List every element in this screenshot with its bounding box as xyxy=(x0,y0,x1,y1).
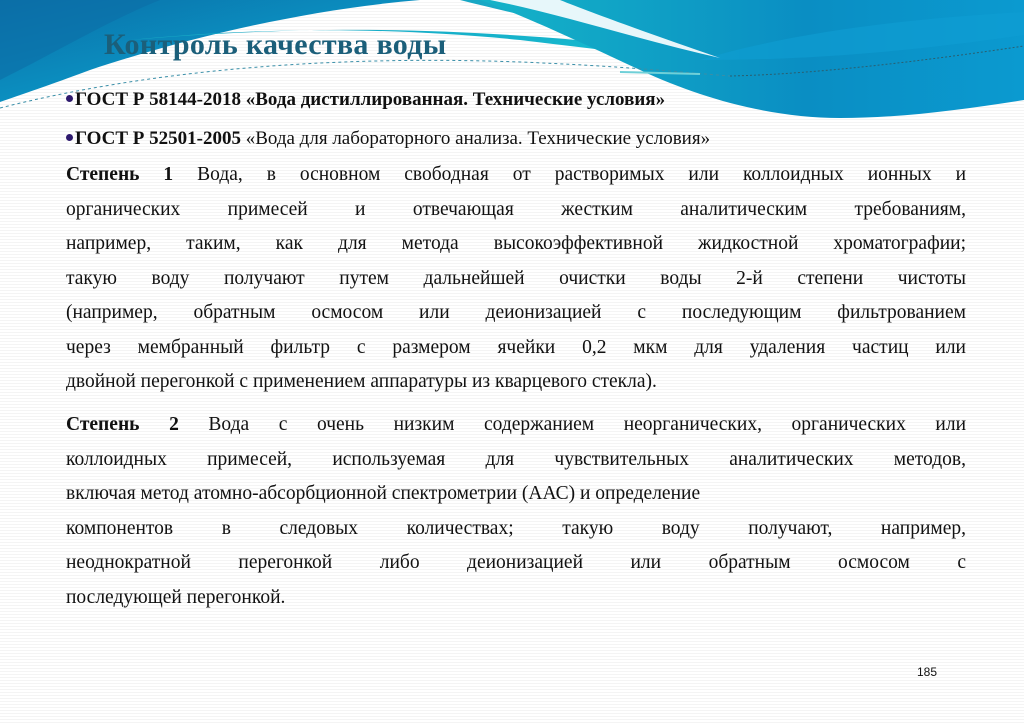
bullet-dot-icon xyxy=(66,134,73,141)
gost-title: «Вода для лабораторного анализа. Технические условия» xyxy=(240,128,711,149)
paragraph-line: включая метод атомно-абсорбционной спектрометрии (ААС) и определение xyxy=(66,483,701,504)
paragraph-line: например, таким, как для метода высокоэффективной жидкостной хроматографии; xyxy=(66,233,966,254)
paragraph-line: компонентов в следовых количествах; такую воду получают, например, xyxy=(66,517,966,539)
paragraph-line: коллоидных примесей, используемая для чувствительных аналитических методов, xyxy=(66,448,966,470)
paragraph-line: двойной перегонкой с применением аппаратуры из кварцевого стекла). xyxy=(66,371,657,392)
paragraph-line: такую воду получают путем дальнейшей очистки воды 2-й степени чистоты xyxy=(66,267,966,289)
gost-title: «Вода дистиллированная. Технические условия» xyxy=(240,89,666,110)
degree-2-paragraph xyxy=(66,408,966,615)
paragraph-line: (например, обратным осмосом или деионизацией с последующим фильтрованием xyxy=(66,302,966,323)
slide-title: Контроль качества воды xyxy=(104,28,447,61)
degree-label: Степень 1 xyxy=(66,164,174,185)
degree-1-paragraph xyxy=(66,158,966,400)
paragraph-line: последующей перегонкой. xyxy=(66,586,286,608)
paragraph-line: Степень 1 Вода, в основном свободная от растворимых или коллоидных ионных и xyxy=(66,164,966,185)
paragraph-line: через мембранный фильтр с размером ячейки 0,2 мкм для удаления частиц или xyxy=(66,336,966,358)
bullet-gost-58144 xyxy=(66,88,665,112)
degree-label: Степень 2 xyxy=(66,414,179,435)
gost-code: ГОСТ Р 52501-2005 xyxy=(75,128,241,149)
paragraph-line: Степень 2 Вода с очень низким содержанием неорганических, органических или xyxy=(66,414,967,435)
paragraph-line: органических примесей и отвечающая жестким аналитическим требованиям, xyxy=(66,198,966,220)
bullet-dot-icon xyxy=(66,95,73,102)
bullet-gost-52501 xyxy=(66,127,710,151)
paragraph-line: неоднократной перегонкой либо деионизацией или обратным осмосом с xyxy=(66,552,966,573)
gost-code: ГОСТ Р 58144-2018 xyxy=(75,89,241,110)
page-number: 185 xyxy=(917,665,938,679)
